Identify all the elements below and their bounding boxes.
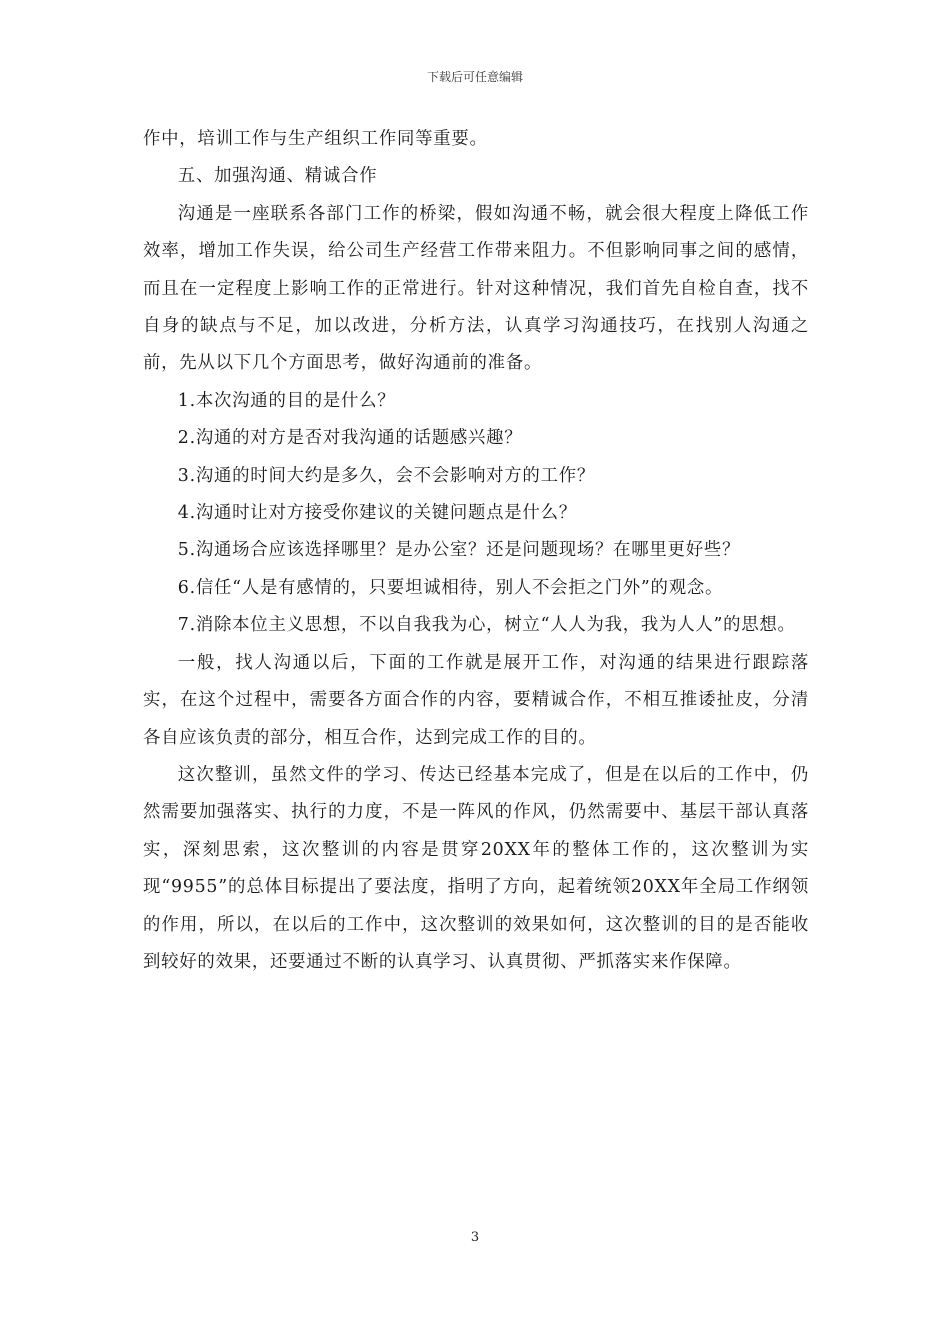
list-item: 7.消除本位主义思想，不以自我我为心，树立“人人为我，我为人人”的思想。: [177, 615, 796, 636]
list-item: 6.信任“人是有感情的，只要坦诚相待，别人不会拒之门外”的观念。: [177, 577, 724, 598]
list-item: 1.本次沟通的目的是什么？: [177, 390, 396, 411]
section-heading: 五、加强沟通、精诚合作: [177, 166, 378, 187]
page-header: 下载后可任意编辑: [426, 70, 523, 84]
list-item: 3.沟通的时间大约是多久，会不会影响对方的工作？: [177, 465, 595, 486]
list-item: 5.沟通场合应该选择哪里？是办公室？还是问题现场？在哪里更好些？: [177, 540, 741, 561]
list-item: 2.沟通的对方是否对我沟通的话题感兴趣？: [177, 428, 523, 449]
paragraph: 沟通是一座联系各部门工作的桥梁，假如沟通不畅，就会很大程度上降低工作效率，增加工作失误，给公司生产经营工作带来阻力。不但影响同事之间的感情，而且在一定程度上影响工作的正常进行。针对这种情况，我们首先自检自查，找不自身的缺点与不足，加以改进，分析方法，认真学习沟通技巧，在找别人沟通之前，先从以下几个方面思考，做好沟通前的准备。: [143, 203, 809, 374]
paragraph-continuation: 作中，培训工作与生产组织工作同等重要。: [143, 129, 488, 149]
list-item: 4.沟通时让对方接受你建议的关键问题点是什么？: [177, 503, 577, 524]
paragraph: 这次整训，虽然文件的学习、传达已经基本完成了，但是在以后的工作中，仍然需要加强落实、执行的力度，不是一阵风的作风，仍然需要中、基层干部认真落实，深刻思索，这次整训的内容是贯穿20XX年的整体工作的，这次整训为实现“9955”的总体目标提出了要法度，指明了方向，起着统领20XX年全局工作纲领的作用，所以，在以后的工作中，这次整训的效果如何，这次整训的目的是否能收到较好的效果，还要通过不断的认真学习、认真贯彻、严抓落实来作保障。: [143, 764, 809, 972]
page-number: 3: [470, 1230, 480, 1245]
document-body: [143, 121, 809, 981]
paragraph: 一般，找人沟通以后，下面的工作就是展开工作，对沟通的结果进行跟踪落实，在这个过程中，需要各方面合作的内容，要精诚合作，不相互推诿扯皮，分清各自应该负责的部分，相互合作，达到完成工作的目的。: [143, 652, 809, 748]
